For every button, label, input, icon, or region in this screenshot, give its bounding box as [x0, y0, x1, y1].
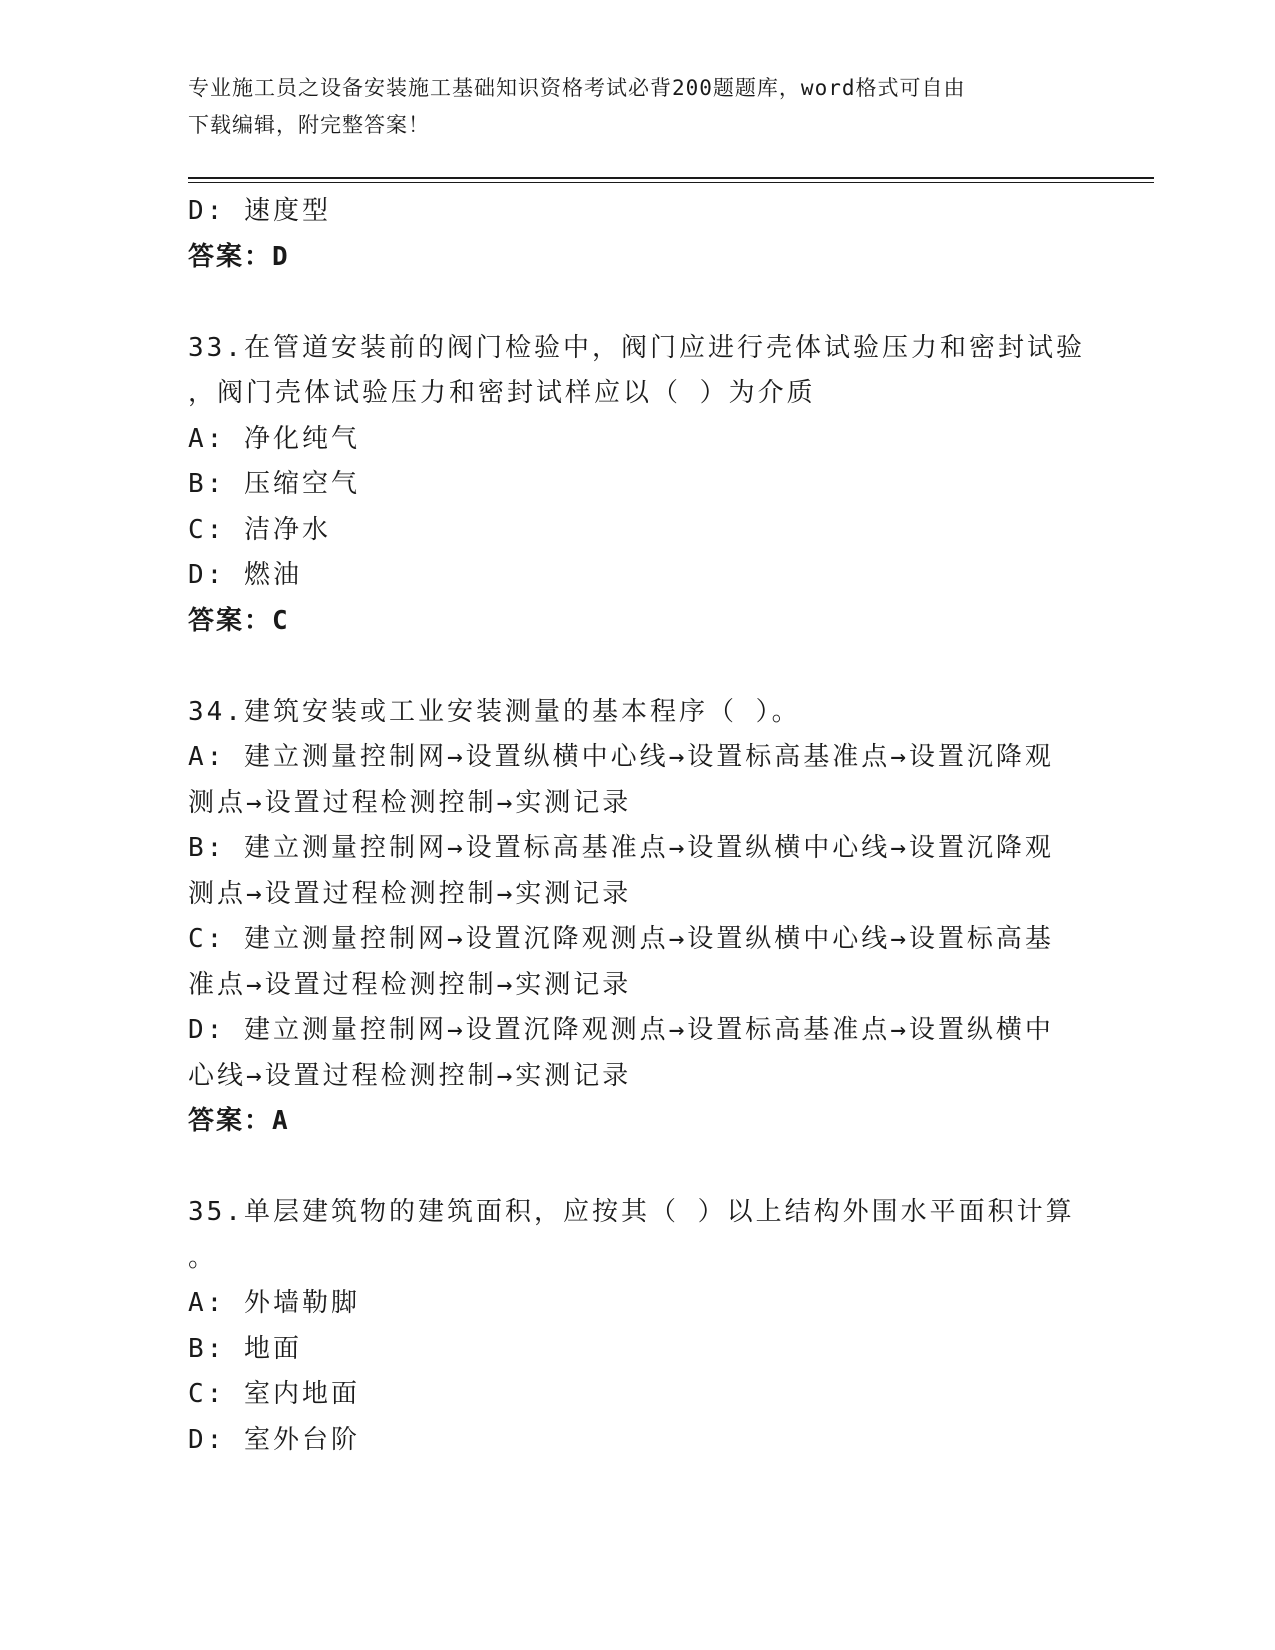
answer-label: 答案：D: [188, 241, 290, 272]
option-c: 准点→设置过程检测控制→实测记录: [188, 969, 632, 1000]
header-line-1: 专业施工员之设备安装施工基础知识资格考试必背200题题库，word格式可自由: [188, 76, 966, 100]
question-35: [188, 1190, 1088, 1463]
question-33: [188, 326, 1088, 645]
option-d: D: 室外台阶: [188, 1424, 360, 1455]
question-stem: 。: [188, 1242, 218, 1273]
answer-label: 答案：C: [188, 605, 290, 636]
answer-label: 答案：A: [188, 1106, 290, 1136]
header-line-2: 下载编辑，附完整答案！: [188, 113, 430, 137]
option-b: B: 地面: [188, 1333, 302, 1364]
option-d: D: 速度型: [188, 196, 331, 226]
question-34: [188, 690, 1088, 1145]
option-d: D: 建立测量控制网→设置沉降观测点→设置标高基准点→设置纵横中: [188, 1015, 1054, 1045]
spacer: [188, 1145, 1088, 1191]
header-divider-thick: [188, 177, 1154, 179]
previous-question: [188, 189, 1088, 280]
spacer: [188, 644, 1088, 690]
spacer: [188, 280, 1088, 326]
option-a: A: 建立测量控制网→设置纵横中心线→设置标高基准点→设置沉降观: [188, 742, 1054, 772]
document-header: [188, 70, 1068, 144]
option-a: A: 净化纯气: [188, 423, 360, 454]
question-content: [188, 189, 1088, 1463]
question-stem: 35.单层建筑物的建筑面积，应按其（ ）以上结构外围水平面积计算: [188, 1197, 1075, 1227]
option-c: C: 建立测量控制网→设置沉降观测点→设置纵横中心线→设置标高基: [188, 924, 1054, 954]
option-a: A: 外墙勒脚: [188, 1288, 360, 1318]
option-b: B: 压缩空气: [188, 469, 360, 499]
header-divider-thin: [188, 182, 1154, 183]
question-stem: 33.在管道安装前的阀门检验中，阀门应进行壳体试验压力和密封试验: [188, 332, 1085, 363]
option-b: B: 建立测量控制网→设置标高基准点→设置纵横中心线→设置沉降观: [188, 833, 1054, 863]
option-d: 心线→设置过程检测控制→实测记录: [188, 1060, 632, 1091]
option-c: C: 室内地面: [188, 1379, 360, 1409]
option-a: 测点→设置过程检测控制→实测记录: [188, 787, 632, 818]
option-b: 测点→设置过程检测控制→实测记录: [188, 878, 632, 909]
option-c: C: 洁净水: [188, 514, 331, 545]
question-stem: ，阀门壳体试验压力和密封试样应以（ ）为介质: [188, 378, 816, 408]
question-stem: 34.建筑安装或工业安装测量的基本程序（ ）。: [188, 696, 801, 727]
option-d: D: 燃油: [188, 560, 302, 590]
